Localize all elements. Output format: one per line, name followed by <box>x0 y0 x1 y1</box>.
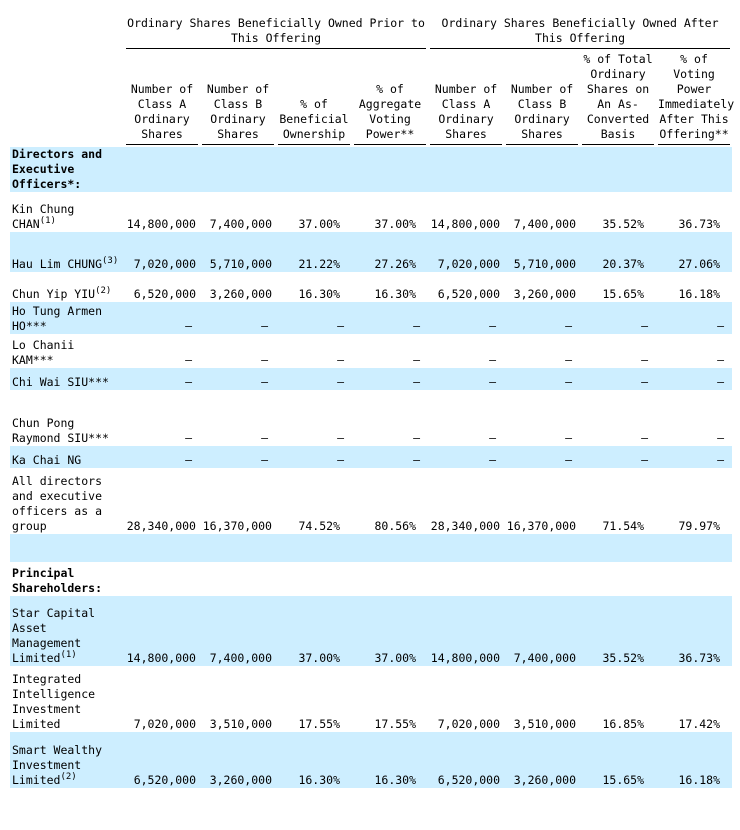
column-header: Number of Class B Ordinary Shares <box>504 52 580 147</box>
table-cell: 3,260,000 <box>504 732 580 788</box>
table-row <box>10 446 732 468</box>
table-cell: — <box>185 431 192 445</box>
table-cell: — <box>641 353 649 367</box>
table-cell: 14,800,000 <box>430 217 501 231</box>
table-cell: 20.37% <box>580 232 656 272</box>
table-cell: 21.22% <box>276 232 352 272</box>
table-cell: 7,400,000 <box>209 217 272 231</box>
table-cell: — <box>717 353 725 367</box>
table-cell: — <box>261 431 268 445</box>
table-cell: — <box>261 353 268 367</box>
table-cell: 5,710,000 <box>504 232 580 272</box>
table-cell: 37.00% <box>374 217 417 231</box>
table-cell: 7,020,000 <box>124 232 200 272</box>
table-cell: — <box>428 446 504 468</box>
table-cell: 6,520,000 <box>133 287 196 301</box>
table-cell: 7,020,000 <box>437 717 501 731</box>
row-name: Star Capital Asset Management Limited <box>12 606 96 665</box>
table-cell: 3,260,000 <box>513 287 577 301</box>
row-name: Lo Chanii KAM*** <box>12 338 75 367</box>
section-row-directors <box>10 147 732 192</box>
table-cell: — <box>504 446 580 468</box>
row-name: All directors and executive officers as a group <box>12 474 103 533</box>
column-header: % of Total Ordinary Shares on An As- Converted Basis <box>580 52 656 147</box>
table-cell: 3,260,000 <box>200 732 276 788</box>
table-cell: — <box>352 368 428 390</box>
section-label: Directors and Executive Officers*: <box>10 147 124 192</box>
column-header: % of Beneficial Ownership <box>276 52 352 147</box>
table-cell: 79.97% <box>678 519 721 533</box>
row-label <box>10 272 124 302</box>
table-cell: — <box>185 353 192 367</box>
table-cell: — <box>124 368 200 390</box>
row-label <box>10 596 124 666</box>
table-cell: 17.55% <box>374 717 417 731</box>
table-cell: — <box>504 368 580 390</box>
row-label <box>10 390 124 446</box>
column-header: % of Aggregate Voting Power** <box>352 52 428 147</box>
table-body <box>10 147 732 788</box>
table-cell: 16.85% <box>602 717 645 731</box>
spacer-row <box>10 534 732 562</box>
table-row <box>10 666 732 732</box>
row-name: Chi Wai SIU*** <box>12 375 109 389</box>
table-cell: 35.52% <box>602 217 645 231</box>
table-cell: 16.18% <box>656 732 732 788</box>
table-cell: 3,510,000 <box>209 717 272 731</box>
table-cell: — <box>565 431 573 445</box>
table-cell: 7,020,000 <box>133 717 196 731</box>
row-label <box>10 368 124 390</box>
table-cell: — <box>641 431 649 445</box>
table-cell: — <box>717 431 725 445</box>
table-cell: — <box>413 353 421 367</box>
group-header-prior: Ordinary Shares Beneficially Owned Prior to This Offering <box>124 16 428 52</box>
table-cell: 80.56% <box>374 519 417 533</box>
footnote-marker: (1) <box>39 216 56 226</box>
table-cell: 7,400,000 <box>504 596 580 666</box>
table-cell: 28,340,000 <box>430 519 501 533</box>
footnote-marker: (2) <box>60 772 77 782</box>
header-blank <box>10 52 124 147</box>
column-header: Number of Class A Ordinary Shares <box>428 52 504 147</box>
table-cell: 16.18% <box>678 287 721 301</box>
table-row <box>10 272 732 302</box>
table-cell: 5,710,000 <box>200 232 276 272</box>
table-cell: 3,510,000 <box>513 717 577 731</box>
row-name: Ka Chai NG <box>12 453 82 467</box>
table-row <box>10 732 732 788</box>
row-label <box>10 446 124 468</box>
section-row-principal <box>10 562 732 596</box>
table-cell: 17.55% <box>298 717 340 731</box>
table-row <box>10 596 732 666</box>
row-label <box>10 334 124 368</box>
table-cell: 17.42% <box>678 717 721 731</box>
table-cell: — <box>580 302 656 334</box>
table-cell: 6,520,000 <box>437 287 501 301</box>
table-row <box>10 390 732 446</box>
table-cell: — <box>276 368 352 390</box>
table-cell: — <box>276 302 352 334</box>
row-label <box>10 468 124 534</box>
table-cell: — <box>489 353 497 367</box>
table-row <box>10 232 732 272</box>
table-cell: 6,520,000 <box>428 732 504 788</box>
table-cell: 7,400,000 <box>200 596 276 666</box>
table-cell: 27.06% <box>656 232 732 272</box>
header-blank <box>10 16 124 52</box>
table-cell: 16,370,000 <box>506 519 577 533</box>
table-cell: — <box>352 446 428 468</box>
group-header-after: Ordinary Shares Beneficially Owned After This Offering <box>428 16 732 52</box>
table-row <box>10 368 732 390</box>
row-name: Chun Yip YIU <box>12 287 96 301</box>
table-cell: 16.30% <box>298 287 340 301</box>
row-name: Hau Lim CHUNG <box>12 257 103 271</box>
table-cell: — <box>124 302 200 334</box>
table-cell: 14,800,000 <box>126 217 196 231</box>
row-name: Kin Chung CHAN <box>12 202 75 231</box>
column-header: Number of Class B Ordinary Shares <box>200 52 276 147</box>
table-cell: — <box>656 446 732 468</box>
table-cell: — <box>428 368 504 390</box>
column-header: Number of Class A Ordinary Shares <box>124 52 200 147</box>
section-label: Principal Shareholders: <box>12 566 103 595</box>
table-cell: 15.65% <box>580 732 656 788</box>
table-cell: 37.00% <box>298 217 340 231</box>
row-label <box>10 192 124 232</box>
table-cell: 7,400,000 <box>513 217 577 231</box>
table-cell: 16.30% <box>276 732 352 788</box>
table-row <box>10 192 732 232</box>
table-cell: — <box>656 368 732 390</box>
table-cell: 16.30% <box>352 732 428 788</box>
table-cell: — <box>656 302 732 334</box>
table-cell: 36.73% <box>656 596 732 666</box>
table-cell: 37.00% <box>352 596 428 666</box>
footnote-marker: (3) <box>102 256 119 266</box>
table-cell: — <box>200 368 276 390</box>
table-cell: — <box>565 353 573 367</box>
table-cell: 36.73% <box>678 217 721 231</box>
table-cell: 16,370,000 <box>202 519 272 533</box>
table-cell: 14,800,000 <box>428 596 504 666</box>
table-cell: 3,260,000 <box>209 287 272 301</box>
row-label <box>10 232 124 272</box>
table-cell: — <box>124 446 200 468</box>
table-cell: — <box>580 446 656 468</box>
table-cell: — <box>337 353 344 367</box>
table-row <box>10 468 732 534</box>
column-header: % of Voting Power Immediately After This Offering** <box>656 52 732 147</box>
row-label <box>10 302 124 334</box>
group-header-row <box>10 16 732 52</box>
table-cell: — <box>413 431 421 445</box>
table-cell: — <box>200 302 276 334</box>
row-name: Smart Wealthy Investment Limited <box>12 743 103 787</box>
table-cell: — <box>337 431 344 445</box>
row-name: Chun Pong Raymond SIU*** <box>12 416 109 445</box>
table-cell: — <box>200 446 276 468</box>
footnote-marker: (2) <box>95 286 112 296</box>
table-cell: 6,520,000 <box>124 732 200 788</box>
row-label <box>10 666 124 732</box>
footnote-marker: (1) <box>60 650 77 660</box>
table-cell: 14,800,000 <box>124 596 200 666</box>
beneficial-ownership-table <box>10 16 735 788</box>
table-cell: — <box>489 431 497 445</box>
table-cell: 15.65% <box>602 287 645 301</box>
table-cell: — <box>580 368 656 390</box>
row-name: Integrated Intelligence Investment Limited <box>12 672 96 731</box>
table-cell: 28,340,000 <box>126 519 196 533</box>
table-cell: 74.52% <box>298 519 340 533</box>
row-name: Ho Tung Armen HO*** <box>12 304 103 333</box>
table-cell: 7,020,000 <box>428 232 504 272</box>
table-cell: 27.26% <box>352 232 428 272</box>
table-row <box>10 302 732 334</box>
table-cell: — <box>352 302 428 334</box>
table-cell: — <box>504 302 580 334</box>
table-cell: 35.52% <box>580 596 656 666</box>
table-cell: — <box>276 446 352 468</box>
table-cell: 71.54% <box>602 519 645 533</box>
table-cell: 37.00% <box>276 596 352 666</box>
table-cell: 16.30% <box>374 287 417 301</box>
table-row <box>10 334 732 368</box>
column-header-row <box>10 52 732 147</box>
row-label <box>10 732 124 788</box>
table-cell: — <box>428 302 504 334</box>
